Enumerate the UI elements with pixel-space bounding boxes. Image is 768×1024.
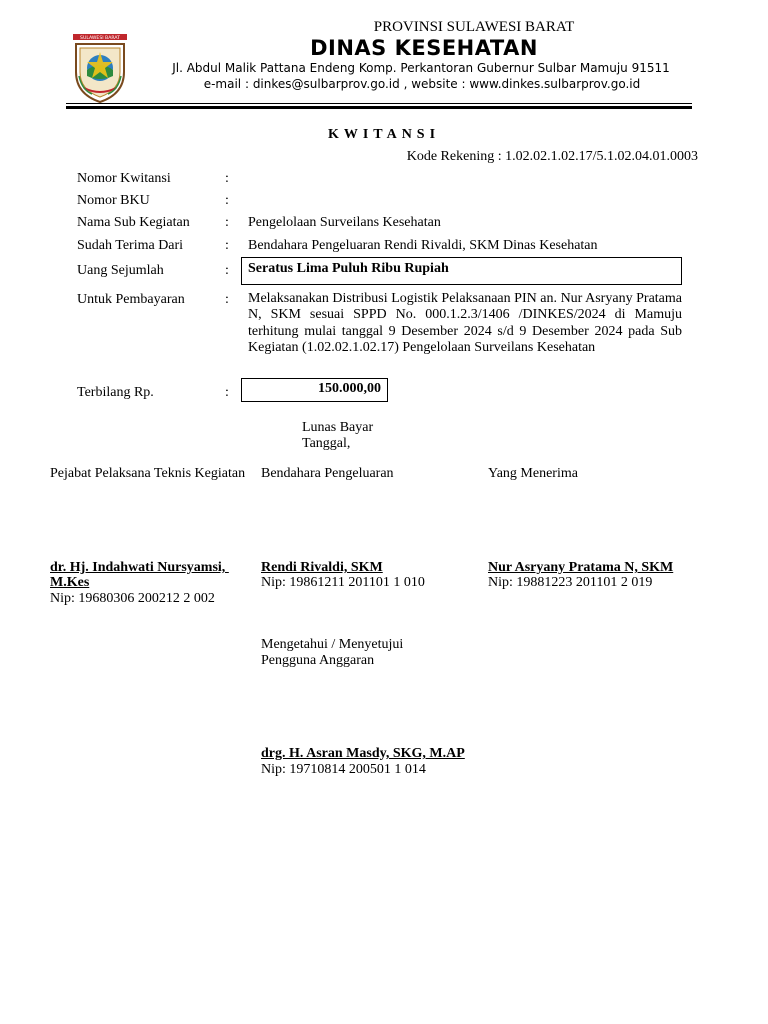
- nomor-bku-label: Nomor BKU: [77, 193, 150, 208]
- letterhead-divider-thin: [66, 103, 692, 104]
- tanggal-text: Tanggal,: [302, 436, 351, 451]
- terbilang-label: Terbilang Rp.: [77, 385, 154, 400]
- penerima-nip: Nip: 19881223 201101 2 019: [488, 575, 653, 590]
- letterhead-divider-thick: [66, 106, 692, 109]
- pptk-role: Pejabat Pelaksana Teknis Kegiatan: [50, 466, 246, 481]
- pptk-name-line2: M.Kes: [50, 575, 90, 590]
- pengguna-anggaran-name: drg. H. Asran Masdy, SKG, M.AP: [261, 746, 465, 761]
- kode-rekening: Kode Rekening : 1.02.02.1.02.17/5.1.02.04.01.0003: [406, 149, 698, 164]
- bendahara-name: Rendi Rivaldi, SKM: [261, 560, 383, 575]
- bendahara-nip: Nip: 19861211 201101 1 010: [261, 575, 425, 590]
- lunas-bayar-text: Lunas Bayar: [302, 420, 374, 435]
- agency-contact: e-mail : dinkes@sulbarprov.go.id , website : www.dinkes.sulbarprov.go.id: [203, 77, 641, 91]
- sudah-terima-dari-label: Sudah Terima Dari: [77, 238, 184, 253]
- agency-address: Jl. Abdul Malik Pattana Endeng Komp. Perkantoran Gubernur Sulbar Mamuju 91511: [172, 61, 670, 75]
- nama-sub-kegiatan-colon: :: [225, 215, 229, 230]
- bendahara-role: Bendahara Pengeluaran: [261, 466, 394, 481]
- penerima-name: Nur Asryany Pratama N, SKM: [488, 560, 674, 575]
- pengguna-anggaran-text: Pengguna Anggaran: [261, 653, 375, 668]
- penerima-role: Yang Menerima: [488, 466, 578, 481]
- agency-heading: DINAS KESEHATAN: [310, 36, 538, 60]
- untuk-pembayaran-value: Melaksanakan Distribusi Logistik Pelaksanaan PIN an. Nur Asryany Pratama N, SKM sesuai SPPD No. 000.1.2.3/1406 /DINKES/2024 di Mamuju terhitung mulai tanggal 9 Desember 2024 s/d 9 Desember 2024 pada Sub Kegiatan (1.02.02.1.02.17) Pengelolaan Surveilans Kesehatan: [248, 291, 682, 355]
- pptk-name-line1: dr. Hj. Indahwati Nursyamsi,: [50, 560, 229, 575]
- logo-banner-text: SULAWESI BARAT: [80, 36, 120, 41]
- nomor-bku-colon: :: [225, 193, 229, 208]
- uang-sejumlah-label: Uang Sejumlah: [77, 263, 164, 278]
- nomor-kwitansi-label: Nomor Kwitansi: [77, 171, 171, 186]
- mengetahui-text: Mengetahui / Menyetujui: [261, 637, 404, 652]
- nama-sub-kegiatan-label: Nama Sub Kegiatan: [77, 215, 190, 230]
- document-title: KWITANSI: [327, 127, 441, 142]
- sudah-terima-dari-colon: :: [225, 238, 229, 253]
- nomor-kwitansi-colon: :: [225, 171, 229, 186]
- terbilang-colon: :: [225, 385, 229, 400]
- pptk-nip: Nip: 19680306 200212 2 002: [50, 591, 215, 606]
- uang-sejumlah-value: Seratus Lima Puluh Ribu Rupiah: [248, 261, 449, 276]
- untuk-pembayaran-colon: :: [225, 292, 229, 307]
- sudah-terima-dari-value: Bendahara Pengeluaran Rendi Rivaldi, SKM Dinas Kesehatan: [248, 238, 598, 253]
- province-heading: PROVINSI SULAWESI BARAT: [373, 19, 575, 35]
- untuk-pembayaran-label: Untuk Pembayaran: [77, 292, 185, 307]
- nama-sub-kegiatan-value: Pengelolaan Surveilans Kesehatan: [248, 215, 441, 230]
- uang-sejumlah-colon: :: [225, 263, 229, 278]
- pengguna-anggaran-nip: Nip: 19710814 200501 1 014: [261, 762, 426, 777]
- terbilang-amount-value: 150.000,00: [318, 381, 381, 396]
